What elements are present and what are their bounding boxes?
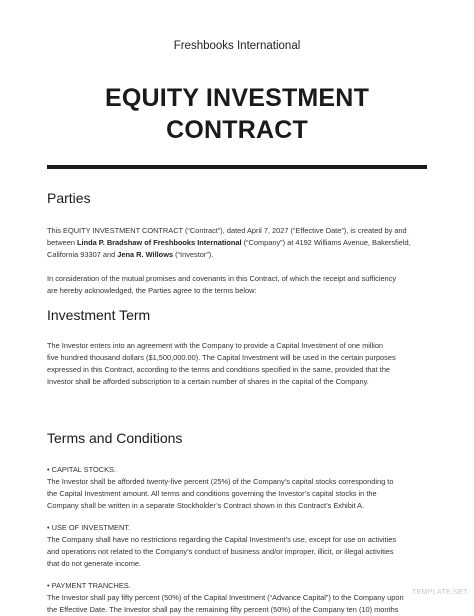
use-line-2: and operations not related to the Company’s conduct of business and/or improper, illicit, or illegal activities: [47, 547, 394, 556]
investment-line-1: The Investor enters into an agreement with the Company to provide a Capital Investment of one million: [47, 341, 384, 350]
capital-line-3: Company shall be written in a separate Stockholder’s Contract shown in this Contract’s Exhibit A.: [47, 501, 365, 510]
investment-line-3: expressed in this Contract, according to the terms and conditions specified in the same, provided that the: [47, 365, 391, 374]
use-line-1: The Company shall have no restrictions regarding the Capital Investment’s use, except for use on activities: [47, 535, 397, 544]
parties-p1-line-2: [47, 237, 433, 249]
text-span: (“Company”) at 4192 Williams Avenue, Bakersfield,: [241, 238, 411, 247]
terms-heading: Terms and Conditions: [47, 430, 183, 446]
investor-party-name: Jena R. Willows: [117, 250, 174, 259]
document-title: [0, 82, 474, 146]
investment-term-heading: Investment Term: [47, 307, 151, 323]
parties-heading: Parties: [47, 190, 91, 206]
text-span: between: [47, 238, 77, 247]
use-of-investment-section: [47, 522, 433, 570]
use-heading: • USE OF INVESTMENT.: [47, 523, 131, 532]
parties-p1-line-1: This EQUITY INVESTMENT CONTRACT (“Contract”), dated April 7, 2027 (“Effective Date”), is created by and: [47, 226, 407, 235]
watermark: TEMPLATE.NET: [412, 589, 468, 596]
capital-line-1: The Investor shall be afforded twenty-five percent (25%) of the Company’s capital stocks corresponding to: [47, 477, 394, 486]
title-divider: [47, 165, 427, 169]
payment-heading: • PAYMENT TRANCHES.: [47, 581, 131, 590]
payment-line-1: The Investor shall pay fifty percent (50%) of the Capital Investment (“Advance Capital”) to the Company upon: [47, 593, 404, 602]
investment-line-2: five hundred thousand dollars ($1,500,000.00). The Capital Investment will be used in the certain purposes: [47, 353, 396, 362]
investment-line-4: Investor shall be afforded subscription to a certain number of shares in the capital of the Company.: [47, 377, 369, 386]
capital-stocks-heading: • CAPITAL STOCKS.: [47, 465, 116, 474]
text-span: California 93307 and: [47, 250, 118, 259]
payment-line-2: the Effective Date. The Investor shall pay the remaining fifty percent (50%) of the Company ten (10) months: [47, 605, 399, 614]
company-name: Freshbooks International: [173, 40, 301, 52]
title-line-2: CONTRACT: [166, 116, 308, 144]
parties-paragraph-2: [47, 273, 433, 297]
parties-p1-line-3: [47, 249, 433, 261]
parties-paragraph-1: [47, 225, 433, 261]
investment-term-paragraph: [47, 340, 433, 388]
payment-tranches-section: [47, 580, 433, 616]
title-line-1: EQUITY INVESTMENT: [104, 84, 370, 112]
use-line-3: that do not generate income.: [47, 559, 142, 568]
parties-p2-line-2: are hereby acknowledged, the Parties agree to the terms below:: [47, 286, 257, 295]
parties-p2-line-1: In consideration of the mutual promises and covenants in this Contract, of which the receipt and sufficiency: [47, 274, 397, 283]
company-party-name: Linda P. Bradshaw of Freshbooks International: [77, 238, 242, 247]
text-span: (“Investor”).: [173, 250, 214, 259]
capital-stocks-section: [47, 464, 433, 512]
capital-line-2: the Capital Investment amount. All terms and conditions governing the Investor’s capital stocks in the: [47, 489, 377, 498]
